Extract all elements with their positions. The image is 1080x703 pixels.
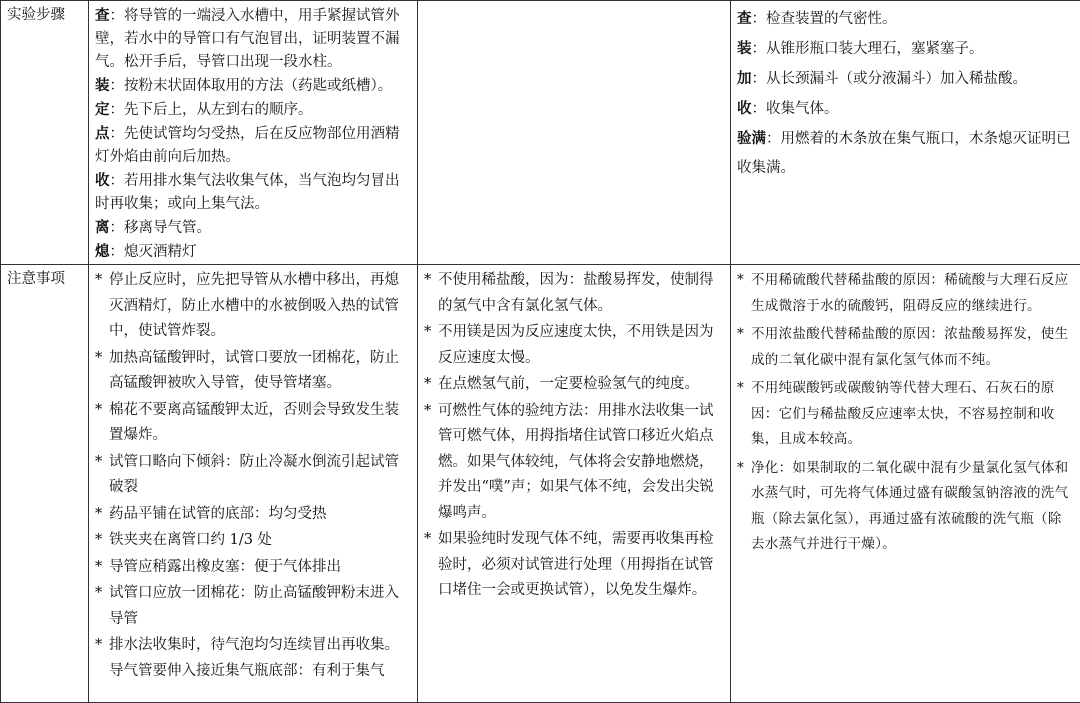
note-text: 不用纯碳酸钙或碳酸钠等代替大理石、石灰石的原因：它们与稀盐酸反应速率太快，不容易控制和收集，且成本较高。 [751, 380, 1055, 447]
step-keyword: 装 [95, 77, 110, 94]
step-line [95, 122, 411, 169]
note-text: 不用浓盐酸代替稀盐酸的原因：浓盐酸易挥发，使生成的二氧化碳中混有氯化氢气体而不纯。 [751, 326, 1068, 368]
note-item [424, 320, 724, 371]
note-item [737, 322, 1074, 373]
note-text: 铁夹夹在离管口约 1/3 处 [109, 532, 272, 548]
step-keyword: 熄 [95, 243, 110, 260]
step-text: ：用燃着的木条放在集气瓶口，木条熄灭证明已收集满。 [737, 131, 1071, 176]
asterisk-bullet-icon: * [95, 346, 102, 372]
note-item [95, 450, 411, 501]
note-text: 停止反应时，应先把导管从水槽中移出，再熄灭酒精灯，防止水槽中的水被倒吸入热的试管中，使试管炸裂。 [109, 272, 399, 339]
note-item [737, 376, 1074, 453]
step-keyword: 收 [95, 172, 110, 189]
steps-col-oxygen [89, 1, 418, 265]
step-line [95, 169, 411, 216]
step-text: ：将导管的一端浸入水槽中，用手紧握试管外壁，若水中的导管口有气泡冒出，证明装置不漏气。松开手后，导管口出现一段水柱。 [95, 8, 400, 70]
note-text: 如果验纯时发现气体不纯，需要再收集再检验时，必须对试管进行处理（用拇指在试管口堵住一会或更换试管），以免发生爆炸。 [438, 531, 714, 598]
asterisk-bullet-icon: * [95, 398, 102, 424]
asterisk-bullet-icon: * [95, 581, 102, 607]
asterisk-bullet-icon: * [95, 268, 102, 294]
step-keyword: 装 [737, 40, 752, 57]
asterisk-bullet-icon: * [95, 502, 102, 528]
step-line [95, 98, 411, 122]
asterisk-bullet-icon: * [424, 372, 431, 398]
note-text: 不用镁是因为反应速度太快，不用铁是因为反应速度太慢。 [438, 324, 714, 366]
asterisk-bullet-icon: * [95, 633, 102, 659]
step-text: ：先下后上，从左到右的顺序。 [110, 102, 313, 118]
note-item [95, 555, 411, 581]
note-text: 试管口应放一团棉花：防止高锰酸钾粉末进入导管 [109, 585, 399, 627]
note-text: 净化：如果制取的二氧化碳中混有少量氯化氢气体和水蒸气时，可先将气体通过盛有碳酸氢钠溶液的洗气瓶（除去氯化氢），再通过盛有浓硫酸的洗气瓶（除去水蒸气并进行干燥）。 [751, 460, 1068, 553]
step-text: ：从锥形瓶口装大理石，塞紧塞子。 [752, 41, 984, 57]
notes-col-hydrogen [418, 265, 731, 703]
step-keyword: 验满 [737, 130, 766, 147]
step-text: ：先使试管均匀受热，后在反应物部位用酒精灯外焰由前向后加热。 [95, 126, 400, 165]
asterisk-bullet-icon: * [424, 527, 431, 553]
step-text: ：检查装置的气密性。 [752, 11, 897, 27]
asterisk-bullet-icon: * [424, 399, 431, 425]
step-line [737, 4, 1074, 34]
note-item [424, 372, 724, 398]
row-notes [1, 265, 1080, 703]
note-item [737, 456, 1074, 558]
step-text: ：收集气体。 [752, 101, 839, 117]
note-item [737, 268, 1074, 319]
step-line [737, 124, 1074, 183]
notes-col-co2 [731, 265, 1080, 703]
steps-col-co2 [731, 1, 1080, 265]
note-item [95, 581, 411, 632]
asterisk-bullet-icon: * [424, 320, 431, 346]
step-line [95, 240, 411, 264]
note-item [95, 633, 411, 684]
asterisk-bullet-icon: * [95, 528, 102, 554]
asterisk-bullet-icon: * [737, 322, 744, 348]
row-label-steps: 实验步骤 [1, 1, 89, 265]
asterisk-bullet-icon: * [737, 376, 744, 402]
note-text: 导管应稍露出橡皮塞：便于气体排出 [109, 559, 341, 575]
note-item [424, 268, 724, 319]
note-text: 试管口略向下倾斜：防止冷凝水倒流引起试管破裂 [109, 454, 399, 496]
steps-col-hydrogen [418, 1, 731, 265]
note-text: 加热高锰酸钾时，试管口要放一团棉花，防止高锰酸钾被吹入导管，使导管堵塞。 [109, 350, 399, 392]
step-line [737, 64, 1074, 94]
step-text: ：若用排水集气法收集气体，当气泡均匀冒出时再收集；或向上集气法。 [95, 173, 400, 212]
step-keyword: 定 [95, 101, 110, 118]
step-text: ：从长颈漏斗（或分液漏斗）加入稀盐酸。 [752, 71, 1028, 87]
step-keyword: 加 [737, 70, 752, 87]
row-steps [1, 1, 1080, 265]
note-text: 可燃性气体的验纯方法：用排水法收集一试管可燃气体，用拇指堵住试管口移近火焰点燃。如果气体较纯，气体将会安静地燃烧，并发出“噗”声；如果气体不纯，会发出尖锐爆鸣声。 [438, 403, 714, 521]
step-keyword: 收 [737, 100, 752, 117]
note-text: 排水法收集时，待气泡均匀连续冒出再收集。导气管要伸入接近集气瓶底部：有利于集气 [109, 637, 399, 679]
step-text: ：熄灭酒精灯 [110, 244, 197, 260]
notes-col-oxygen [89, 265, 418, 703]
asterisk-bullet-icon: * [95, 555, 102, 581]
step-line [95, 74, 411, 98]
note-text: 棉花不要离高锰酸钾太近，否则会导致发生装置爆炸。 [109, 402, 399, 444]
step-text: ：移离导气管。 [110, 220, 212, 236]
step-line [737, 94, 1074, 124]
step-keyword: 点 [95, 125, 110, 142]
step-line [737, 34, 1074, 64]
note-item [424, 527, 724, 604]
step-keyword: 查 [737, 10, 752, 27]
note-text: 不使用稀盐酸，因为：盐酸易挥发，使制得的氢气中含有氯化氢气体。 [438, 272, 714, 314]
asterisk-bullet-icon: * [424, 268, 431, 294]
note-item [95, 346, 411, 397]
step-keyword: 查 [95, 7, 110, 24]
note-item [95, 502, 411, 528]
row-label-notes: 注意事项 [1, 265, 89, 703]
step-keyword: 离 [95, 219, 110, 236]
asterisk-bullet-icon: * [95, 450, 102, 476]
note-item [424, 399, 724, 527]
step-line [95, 216, 411, 240]
asterisk-bullet-icon: * [737, 456, 744, 482]
note-text: 药品平铺在试管的底部：均匀受热 [109, 506, 327, 522]
note-item [95, 268, 411, 345]
note-text: 在点燃氢气前，一定要检验氢气的纯度。 [438, 376, 699, 392]
note-text: 不用稀硫酸代替稀盐酸的原因：稀硫酸与大理石反应生成微溶于水的硫酸钙，阻碍反应的继续进行。 [751, 272, 1068, 314]
asterisk-bullet-icon: * [737, 268, 744, 294]
step-line [95, 4, 411, 74]
note-item [95, 398, 411, 449]
note-item [95, 528, 411, 554]
step-text: ：按粉末状固体取用的方法（药匙或纸槽）。 [110, 78, 393, 94]
